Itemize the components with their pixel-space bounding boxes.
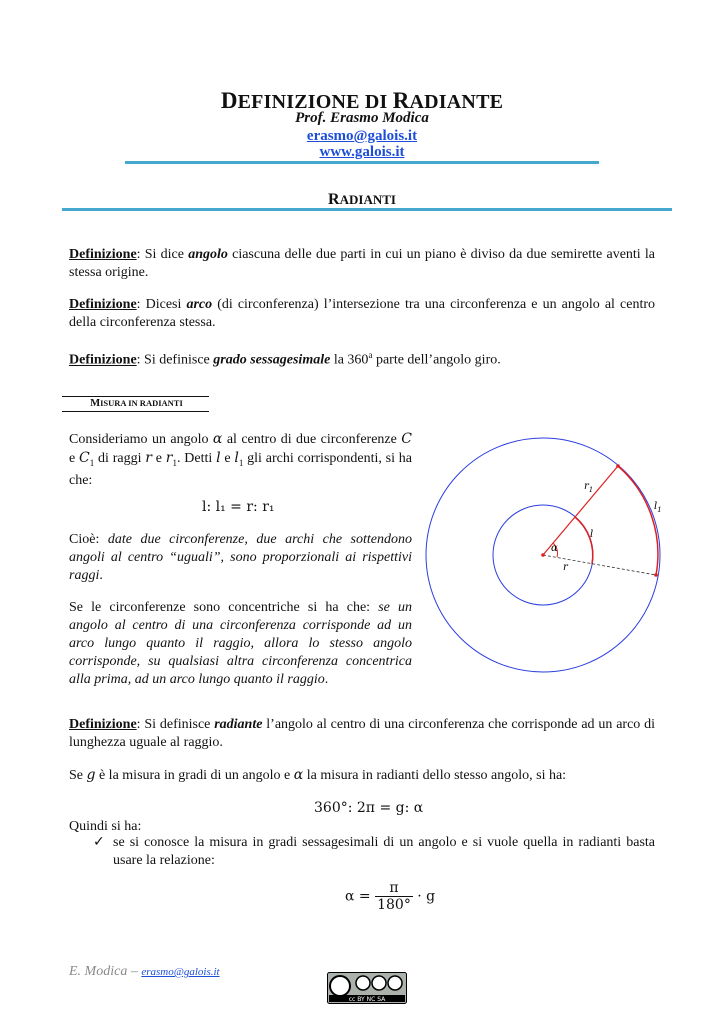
label-l1: $l_1$ (654, 501, 662, 514)
radian-formula: α = $\frac{\pi}{180^\circ}$ · g (345, 880, 436, 913)
email-line (0, 128, 724, 145)
proportion-formula: l: l₁ = r: r₁ (202, 499, 275, 515)
radius-r1-line (543, 466, 618, 555)
outer-arc-l1 (618, 466, 658, 575)
label-r1: $r_1$ (584, 481, 594, 494)
arc-endpoint-bottom (654, 573, 658, 577)
radius-r-line (543, 555, 656, 575)
check-icon: ✓ (93, 834, 105, 850)
definition-angolo: Definizione: Si dice angolo ciascuna delle due parti in cui un piano è diviso da due semirette aventi la stessa origine. (69, 247, 656, 280)
website-line (0, 144, 724, 161)
definition-grado: Definizione: Si definisce grado sessagesimale la 360$^a$ parte dell’angolo giro. (69, 350, 501, 368)
header-divider (125, 161, 599, 164)
conversion-paragraph: Se g è la misura in gradi di un angolo e α la misura in radianti dello stesso angolo, si ha: (69, 767, 567, 783)
section-divider (62, 208, 672, 211)
bullet-text: se si conosce la misura in gradi sessagesimali di un angolo e si vuole quella in radianti basta usare la relazione: (113, 835, 655, 868)
subsection-line-bottom (62, 411, 209, 412)
website-link[interactable]: www.galois.it (319, 144, 405, 160)
concentric-paragraph: Se le circonferenze sono concentriche si ha che: se un angolo al centro di una circonferenza corrisponde ad un arco lungo quanto il raggio, allora lo stesso angolo corrisponde, su qualsiasi altra circonferenza concentrica alla prima, ad un arco lungo quanto il raggio. (69, 600, 413, 687)
conversion-formula: 360°: 2π = g: α (314, 800, 424, 816)
center-point (541, 553, 545, 557)
subsection-title: MISURA IN RADIANTI (90, 398, 183, 409)
author-name: Prof. Erasmo Modica (295, 110, 429, 126)
label-r: r (563, 562, 568, 573)
license-text: cc BY NC SA (348, 996, 386, 1003)
label-l: l (590, 529, 594, 540)
email-link[interactable]: erasmo@galois.it (306, 128, 418, 144)
section-title: RADIANTI (328, 191, 396, 208)
subsection-line-top (62, 396, 209, 397)
inner-arc-l (575, 517, 593, 564)
definition-radiante: Definizione: Si definisce radiante l’angolo al centro di una circonferenza che corrisponde ad un arco di lunghezza uguale al raggio. (69, 717, 655, 750)
intro-paragraph: Consideriamo un angolo α al centro di due circonferenze C e $C_1$ di raggi r e $r_1$. Detti l e $l_1$ gli archi corrispondenti, si ha che: (69, 431, 413, 488)
definition-arco: Definizione: Dicesi arco (di circonferenza) l’intersezione tra una circonferenza e un angolo al centro della circonferenza stessa. (69, 297, 655, 330)
document-title: DEFINIZIONE DI RADIANTE (220, 88, 504, 113)
quindi-label: Quindi si ha: (69, 819, 142, 834)
concentric-circles-figure (418, 425, 680, 685)
fraction: $\frac{\pi}{180^\circ}$ (377, 880, 411, 913)
nc-icon (372, 976, 386, 990)
footer-email-link[interactable]: erasmo@galois.it (141, 966, 220, 978)
cioe-paragraph: Cioè: date due circonferenze, due archi che sottendono angoli al centro “uguali”, sono proporzionali ai rispettivi raggi. (69, 532, 412, 583)
cc-icon (330, 976, 350, 996)
footer-author: E. Modica – erasmo@galois.it (69, 964, 220, 979)
label-alpha: α (551, 543, 558, 554)
sa-icon (388, 976, 402, 990)
arc-endpoint-top (616, 464, 620, 468)
cc-license-badge (327, 972, 407, 1004)
by-icon (356, 976, 370, 990)
